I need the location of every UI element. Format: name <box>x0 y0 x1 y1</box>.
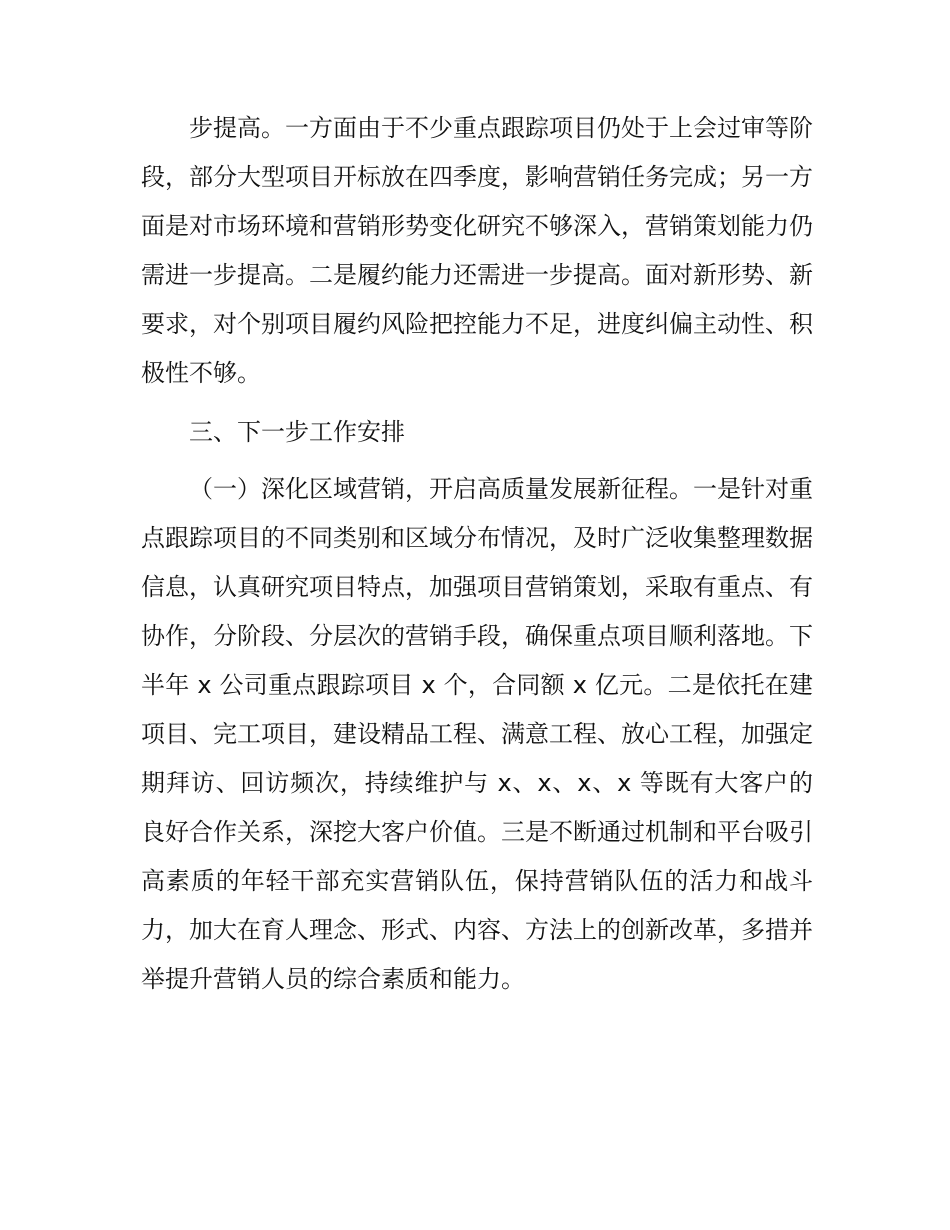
section-heading: 三、下一步工作安排 <box>189 418 405 446</box>
subsection-paragraph: （一）深化区域营销，开启高质量发展新征程。一是针对重点跟踪项目的不同类别和区域分布情况，及时广泛收集整理数据信息，认真研究项目特点，加强项目营销策划，采取有重点、有协作，分阶段、分层次的营销手段，确保重点项目顺利落地。下半年 x 公司重点跟踪项目 x 个，合同额 x 亿元。二是依托在建项目、完工项目，建设精品工程、满意工程、放心工程，加强定期拜访、回访频次，持续维护与 x、x、x、x 等既有大客户的良好合作关系，深挖大客户价值。三是不断通过机制和平台吸引高素质的年轻干部充实营销队伍，保持营销队伍的活力和战斗力，加大在育人理念、形式、内容、方法上的创新改革，多措并举提升营销人员的综合素质和能力。 <box>141 475 813 993</box>
paragraph-continuation: 步提高。一方面由于不少重点跟踪项目仍处于上会过审等阶段，部分大型项目开标放在四季度，影响营销任务完成；另一方面是对市场环境和营销形势变化研究不够深入，营销策划能力仍需进一步提高。二是履约能力还需进一步提高。面对新形势、新要求，对个别项目履约风险把控能力不足，进度纠偏主动性、积极性不够。 <box>141 114 813 387</box>
document-body <box>141 104 813 1004</box>
